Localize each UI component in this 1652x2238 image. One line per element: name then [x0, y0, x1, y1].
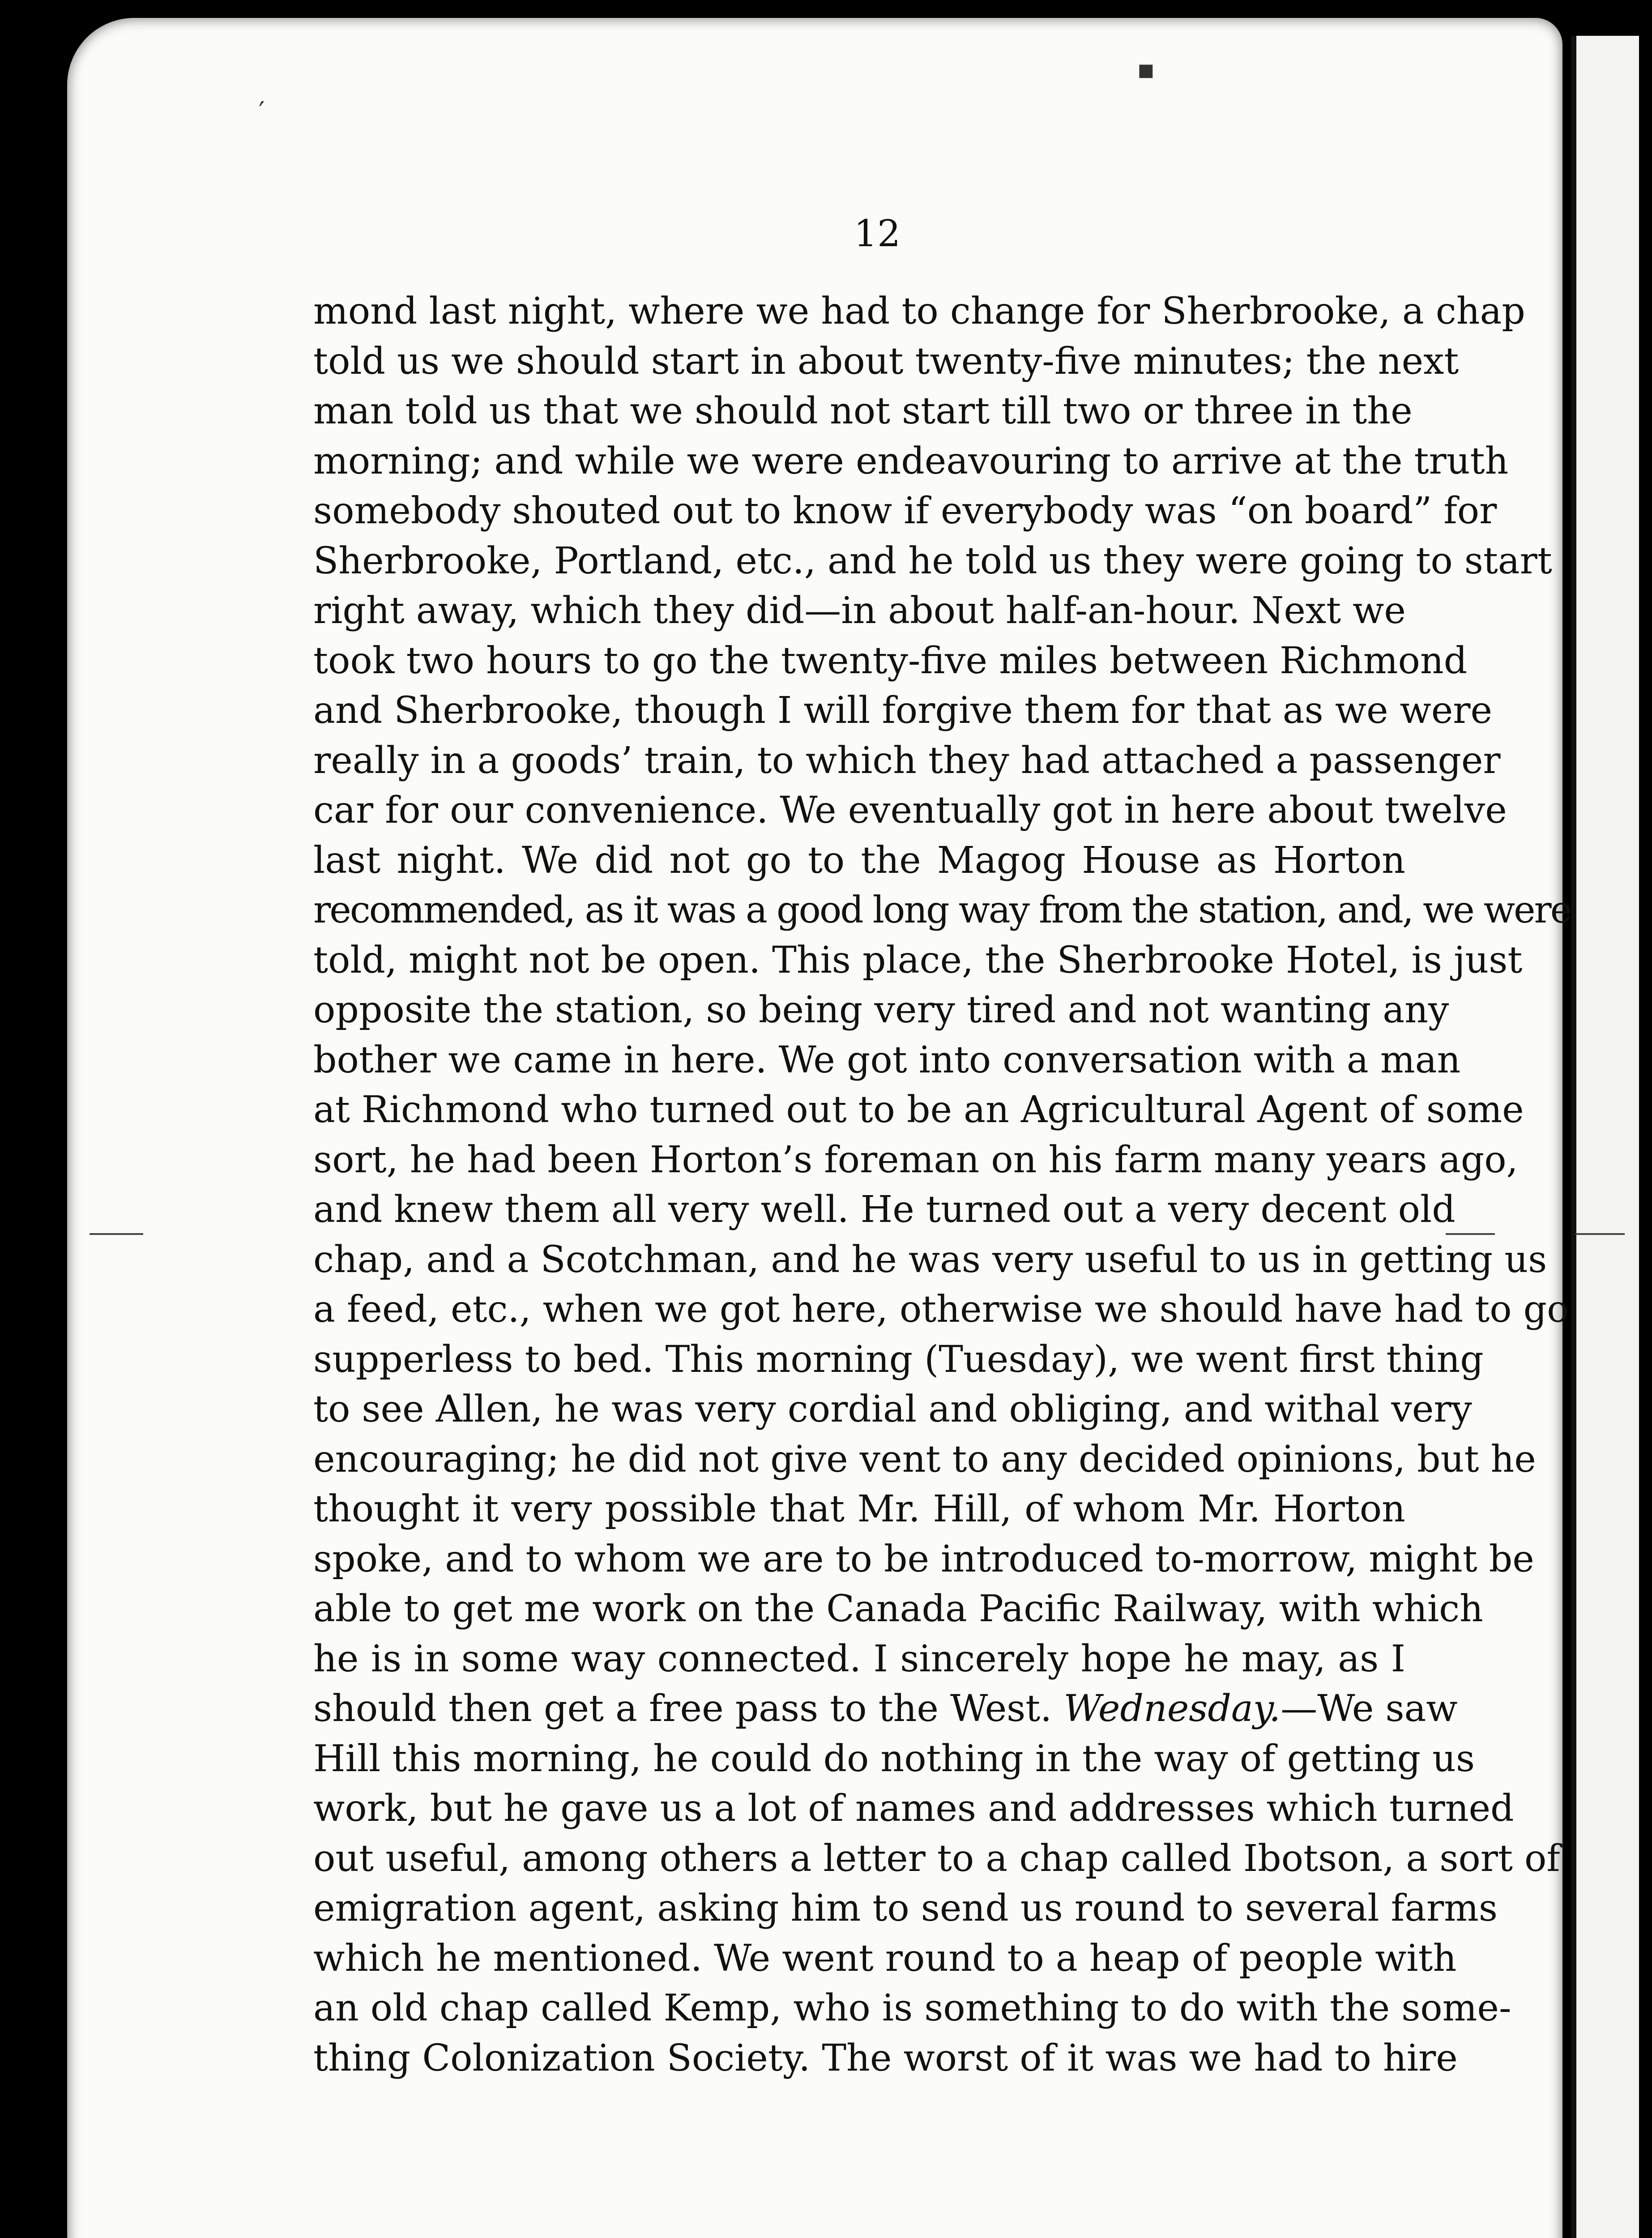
text-line: man told us that we should not start till two or three in the — [313, 390, 1413, 432]
text-line: Hill this morning, he could do nothing in the way of getting us — [313, 1737, 1475, 1780]
text-line: encouraging; he did not give vent to any decided opinions, but he — [313, 1438, 1536, 1481]
text-line: opposite the station, so being very tired and not wanting any — [313, 989, 1449, 1031]
text-line: recommended, as it was a good long way from the station, and, we were — [313, 889, 1571, 931]
text-line: thought it very possible that Mr. Hill, of whom Mr. Horton — [313, 1488, 1405, 1530]
speck-mark: ▪ — [1137, 54, 1155, 85]
text-segment: should then get a free pass to the West. — [313, 1687, 1052, 1730]
text-line: took two hours to go the twenty-five miles between Richmond — [313, 639, 1468, 682]
text-line: an old chap called Kemp, who is something to do with the some- — [313, 1987, 1511, 2029]
text-line: he is in some way connected. I sincerely hope he may, as I — [313, 1637, 1405, 1680]
text-line: mond last night, where we had to change for Sherbrooke, a chap — [313, 290, 1525, 333]
text-line: told us we should start in about twenty-five minutes; the next — [313, 340, 1459, 383]
text-line: chap, and a Scotchman, and he was very useful to us in getting us — [313, 1238, 1547, 1281]
fold-mark — [90, 1233, 143, 1235]
text-line: which he mentioned. We went round to a heap of people with — [313, 1937, 1457, 1980]
italic-day-heading: Wednesday. — [1063, 1687, 1281, 1730]
speck-mark: ′ — [259, 96, 265, 128]
text-line: car for our convenience. We eventually got in here about twelve — [313, 789, 1507, 832]
text-line: Sherbrooke, Portland, etc., and he told us they were going to start — [313, 539, 1552, 582]
text-line: spoke, and to whom we are to be introduced to-morrow, might be — [313, 1538, 1534, 1580]
text-line: a feed, etc., when we got here, otherwise we should have had to go — [313, 1288, 1569, 1331]
text-line: work, but he gave us a lot of names and addresses which turned — [313, 1787, 1514, 1830]
text-line: and knew them all very well. He turned out a very decent old — [313, 1188, 1456, 1231]
text-line-with-italic — [313, 1684, 1458, 1734]
text-line: right away, which they did—in about half-an-hour. Next we — [313, 589, 1406, 632]
text-line: out useful, among others a letter to a chap called Ibotson, a sort of — [313, 1837, 1560, 1880]
fold-mark — [1575, 1233, 1625, 1235]
text-line: thing Colonization Society. The worst of it was we had to hire — [313, 2037, 1458, 2080]
text-line: supperless to bed. This morning (Tuesday), we went first thing — [313, 1338, 1484, 1381]
text-segment: —We saw — [1281, 1687, 1458, 1730]
text-line: emigration agent, asking him to send us round to several farms — [313, 1887, 1498, 1930]
page-number: 12 — [854, 213, 901, 255]
text-line: able to get me work on the Canada Pacific Railway, with which — [313, 1588, 1483, 1630]
text-line: and Sherbrooke, though I will forgive them for that as we were — [313, 689, 1493, 732]
text-line: sort, he had been Horton’s foreman on his farm many years ago, — [313, 1138, 1518, 1181]
text-line: to see Allen, he was very cordial and obliging, and withal very — [313, 1388, 1472, 1431]
text-line: last night. We did not go to the Magog House as Horton — [313, 839, 1405, 882]
text-line: told, might not be open. This place, the Sherbrooke Hotel, is just — [313, 939, 1523, 982]
text-line: bother we came in here. We got into conversation with a man — [313, 1038, 1461, 1081]
text-line: morning; and while we were endeavouring to arrive at the truth — [313, 440, 1509, 483]
text-line: somebody shouted out to know if everybody was “on board” for — [313, 490, 1497, 532]
adjacent-page-edge — [1571, 36, 1639, 2238]
fold-mark — [1446, 1233, 1495, 1235]
body-text — [313, 286, 1571, 2083]
text-line: really in a goods’ train, to which they had attached a passenger — [313, 739, 1501, 782]
text-line: at Richmond who turned out to be an Agricultural Agent of some — [313, 1089, 1524, 1131]
